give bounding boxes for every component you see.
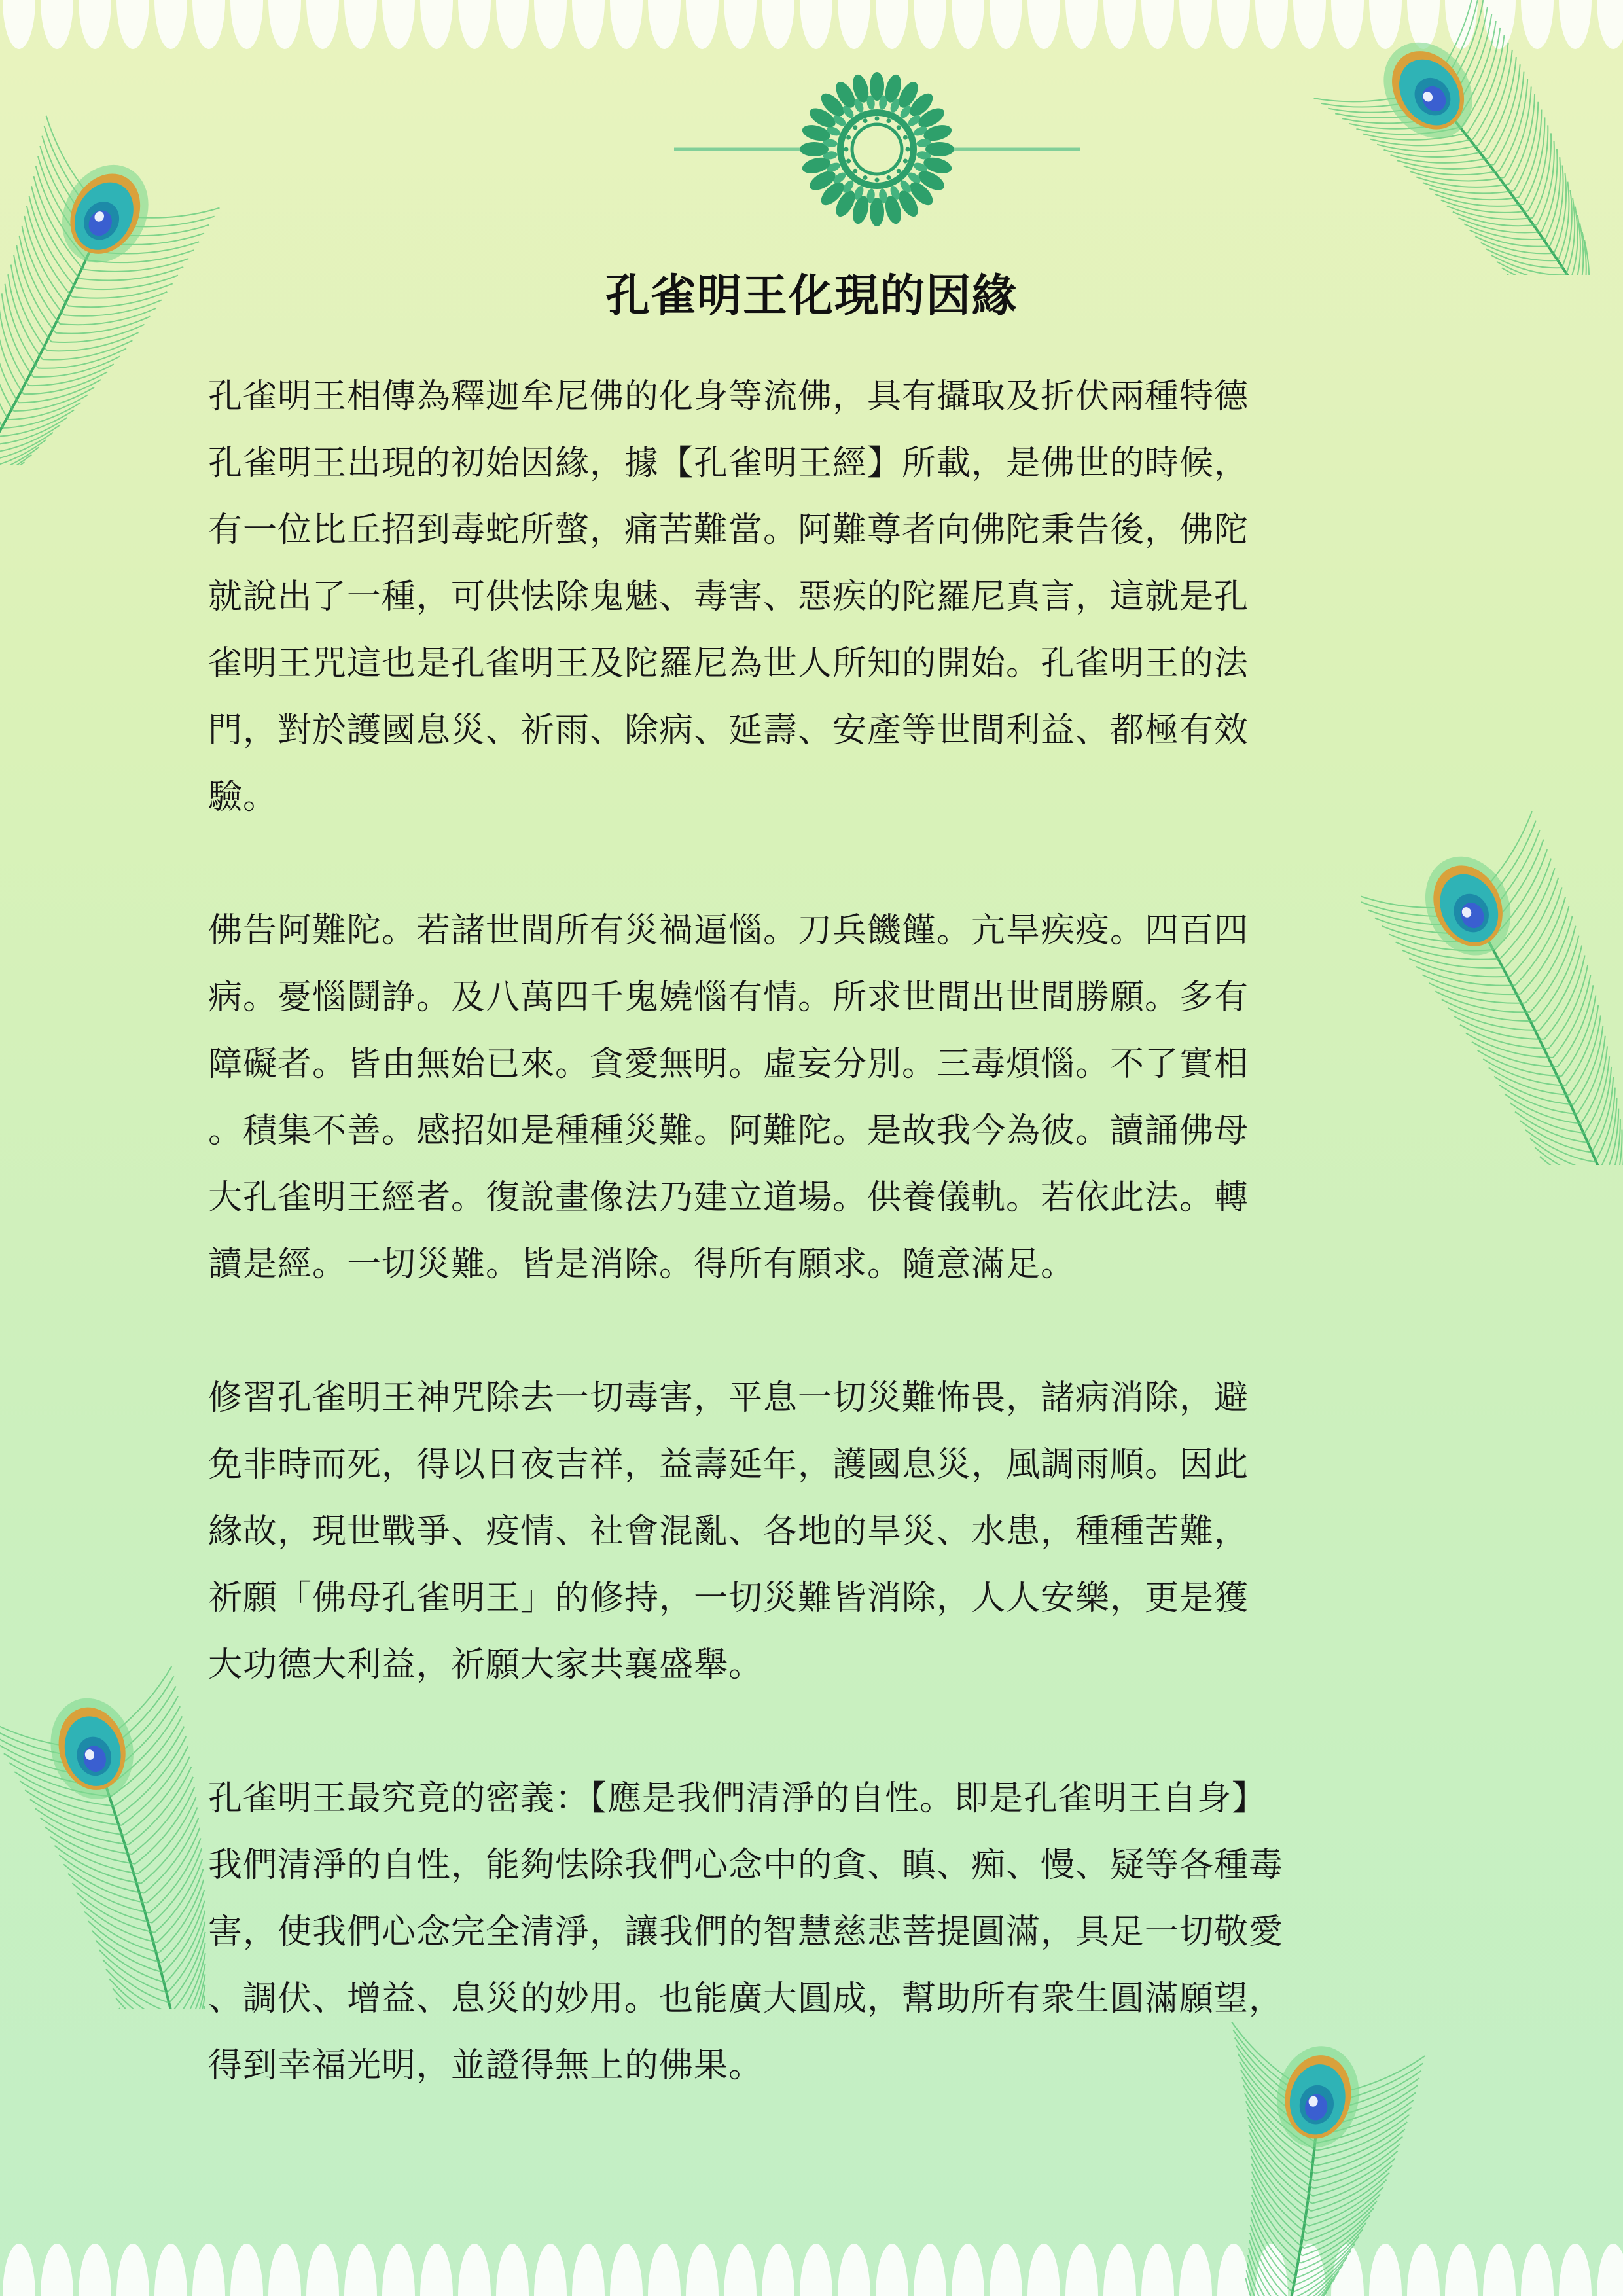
document-title: 孔雀明王化現的因緣 [605,270,1018,322]
paragraph-origin: 孔雀明王相傳為釋迦牟尼佛的化身等流佛，具有攝取及折伏兩種特德 孔雀明王出現的初始因緣，據【孔雀明王經】所載，是佛世的時候， 有一位比丘招到毒蛇所螫，痛苦難當。阿難尊者向佛陀秉告後，佛陀 就說出了一種，可供怯除鬼魅、毒害、惡疾的陀羅尼真言，這就是孔 雀明王咒這也是孔雀明王及陀羅尼為世人所知的開始。孔雀明王的法 門，對於護國息災、祈雨、除病、延壽、安產等世間利益、都極有效 驗。 [208,377,1249,817]
paragraph-secret-meaning: 孔雀明王最究竟的密義：【應是我們清淨的自性。即是孔雀明王自身】 我們清淨的自性，能夠怯除我們心念中的貪、瞋、痴、慢、疑等各種毒 害，使我們心念完全清淨，讓我們的智慧慈悲菩提圓滿，具足一切敬愛 、調伏、增益、息災的妙用。也能廣大圓成，幫助所有衆生圓滿願望， 得到幸福光明，並證得無上的佛果。 [208,1779,1284,2085]
document-body [208,363,1438,2166]
paragraph-sutra-quote: 佛告阿難陀。若諸世間所有災禍逼惱。刀兵饑饉。亢旱疾疫。四百四 病。憂惱鬪諍。及八萬四千鬼嬈惱有情。所求世間出世間勝願。多有 障礙者。皆由無始已來。貪愛無明。虛妄分別。三毒煩惱。不了實相 。積集不善。感招如是種種災難。阿難陀。是故我今為彼。讀誦佛母 大孔雀明王經者。復說畫像法乃建立道場。供養儀軌。若依此法。轉 讀是經。一切災難。皆是消除。得所有願求。隨意滿足。 [208,911,1249,1284]
mandala-ornament-icon [654,59,1099,249]
paragraph-practice: 修習孔雀明王神咒除去一切毒害，平息一切災難怖畏，諸病消除，避 免非時而死，得以日夜吉祥，益壽延年，護國息災，風調雨順。因此 緣故，現世戰爭、疫情、社會混亂、各地的旱災、水患，種種苦難， 祈願「佛母孔雀明王」的修持，一切災難皆消除，人人安樂，更是獲 大功德大利益，祈願大家共襄盛舉。 [208,1378,1249,1685]
peacock-feather-icon [0,1604,236,2009]
peacock-feather-icon [1296,0,1623,275]
